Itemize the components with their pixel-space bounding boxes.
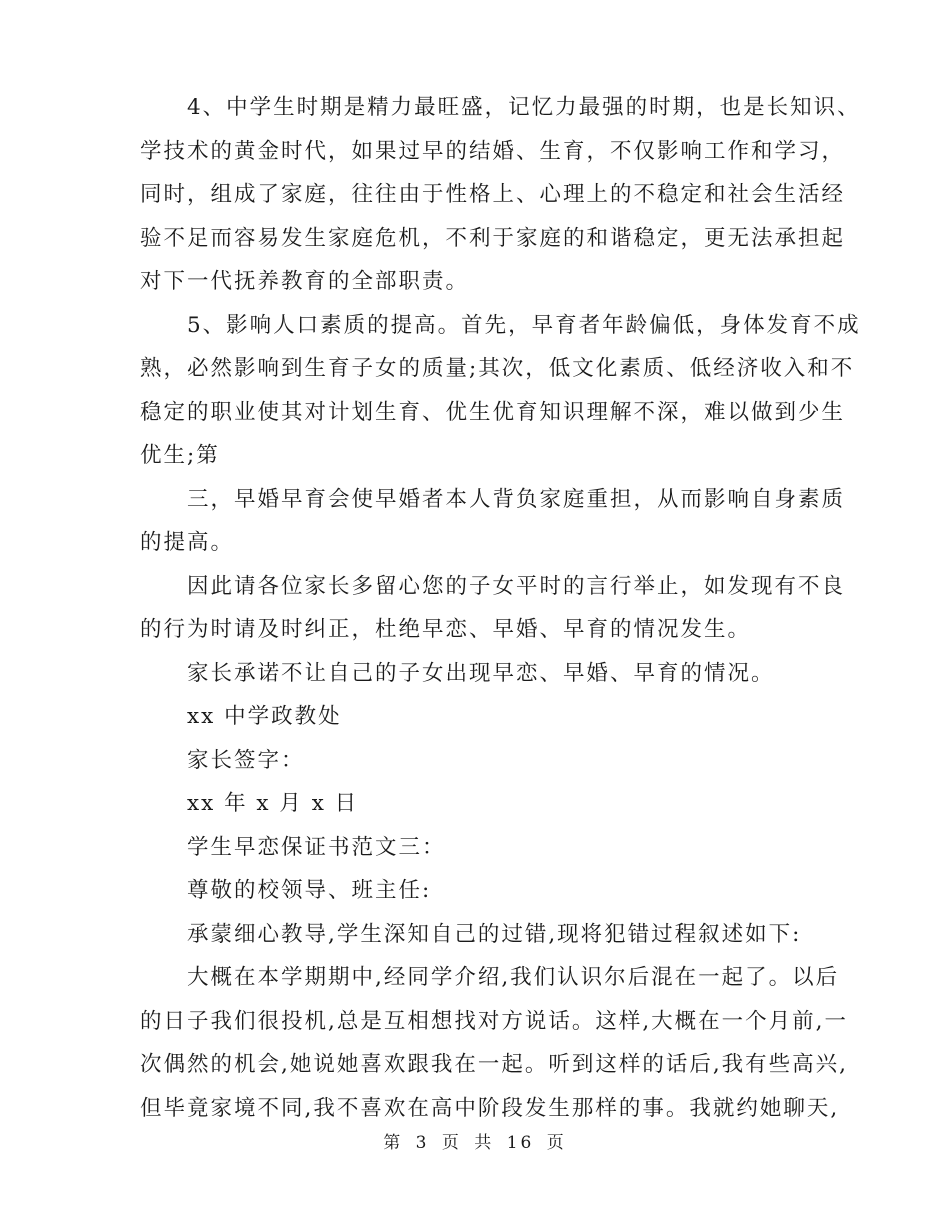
text-line: 家长承诺不让自己的子女出现早恋、早婚、早育的情况。 [187,660,775,686]
text-line: 5、影响人口素质的提高。首先，早育者年龄偏低，身体发育不成 [187,312,861,338]
text-line: 承蒙细心教导,学生深知自己的过错,现将犯错过程叙述如下: [187,921,802,947]
text-line: 优生;第 [140,443,220,468]
date-line: xx 年 x 月 x 日 [187,791,359,816]
text-line: 的提高。 [140,530,235,555]
text-line: 同时，组成了家庭，往往由于性格上、心理上的不稳定和社会生活经 [140,182,846,207]
text-line: 稳定的职业使其对计划生育、优生优育知识理解不深，难以做到少生 [140,399,846,425]
text-line: 对下一代抚养教育的全部职责。 [140,269,470,294]
text-line: 学技术的黄金时代，如果过早的结婚、生育，不仅影响工作和学习， [140,138,846,164]
text-line: 因此请各位家长多留心您的子女平时的言行举止，如发现有不良 [187,573,846,599]
text-line: 4、中学生时期是精力最旺盛，记忆力最强的时期，也是长知识、 [187,95,861,120]
text-line: 熟，必然影响到生育子女的质量;其次，低文化素质、低经济收入和不 [140,356,855,381]
text-line: 的日子我们很投机,总是互相想找对方说话。这样,大概在一个月前,一 [140,1008,849,1034]
text-line: 验不足而容易发生家庭危机，不利于家庭的和谐稳定，更无法承担起 [140,225,846,251]
document-body [140,86,861,1130]
text-line: 三，早婚早育会使早婚者本人背负家庭重担，从而影响自身素质 [187,486,846,512]
page-number-footer: 第 3 页 共 16 页 [383,1133,567,1153]
signature-department: xx 中学政教处 [187,704,342,729]
parent-signature-label: 家长签字： [187,747,305,773]
text-line: 的行为时请及时纠正，杜绝早恋、早婚、早育的情况发生。 [140,617,752,642]
text-line: 次偶然的机会,她说她喜欢跟我在一起。听到这样的话后,我有些高兴, [140,1052,849,1077]
section-heading: 学生早恋保证书范文三： [187,834,446,860]
salutation: 尊敬的校领导、班主任: [187,878,432,903]
text-line: 大概在本学期期中,经同学介绍,我们认识尔后混在一起了。以后 [187,965,840,990]
text-line: 但毕竟家境不同,我不喜欢在高中阶段发生那样的事。我就约她聊天, [140,1095,840,1121]
